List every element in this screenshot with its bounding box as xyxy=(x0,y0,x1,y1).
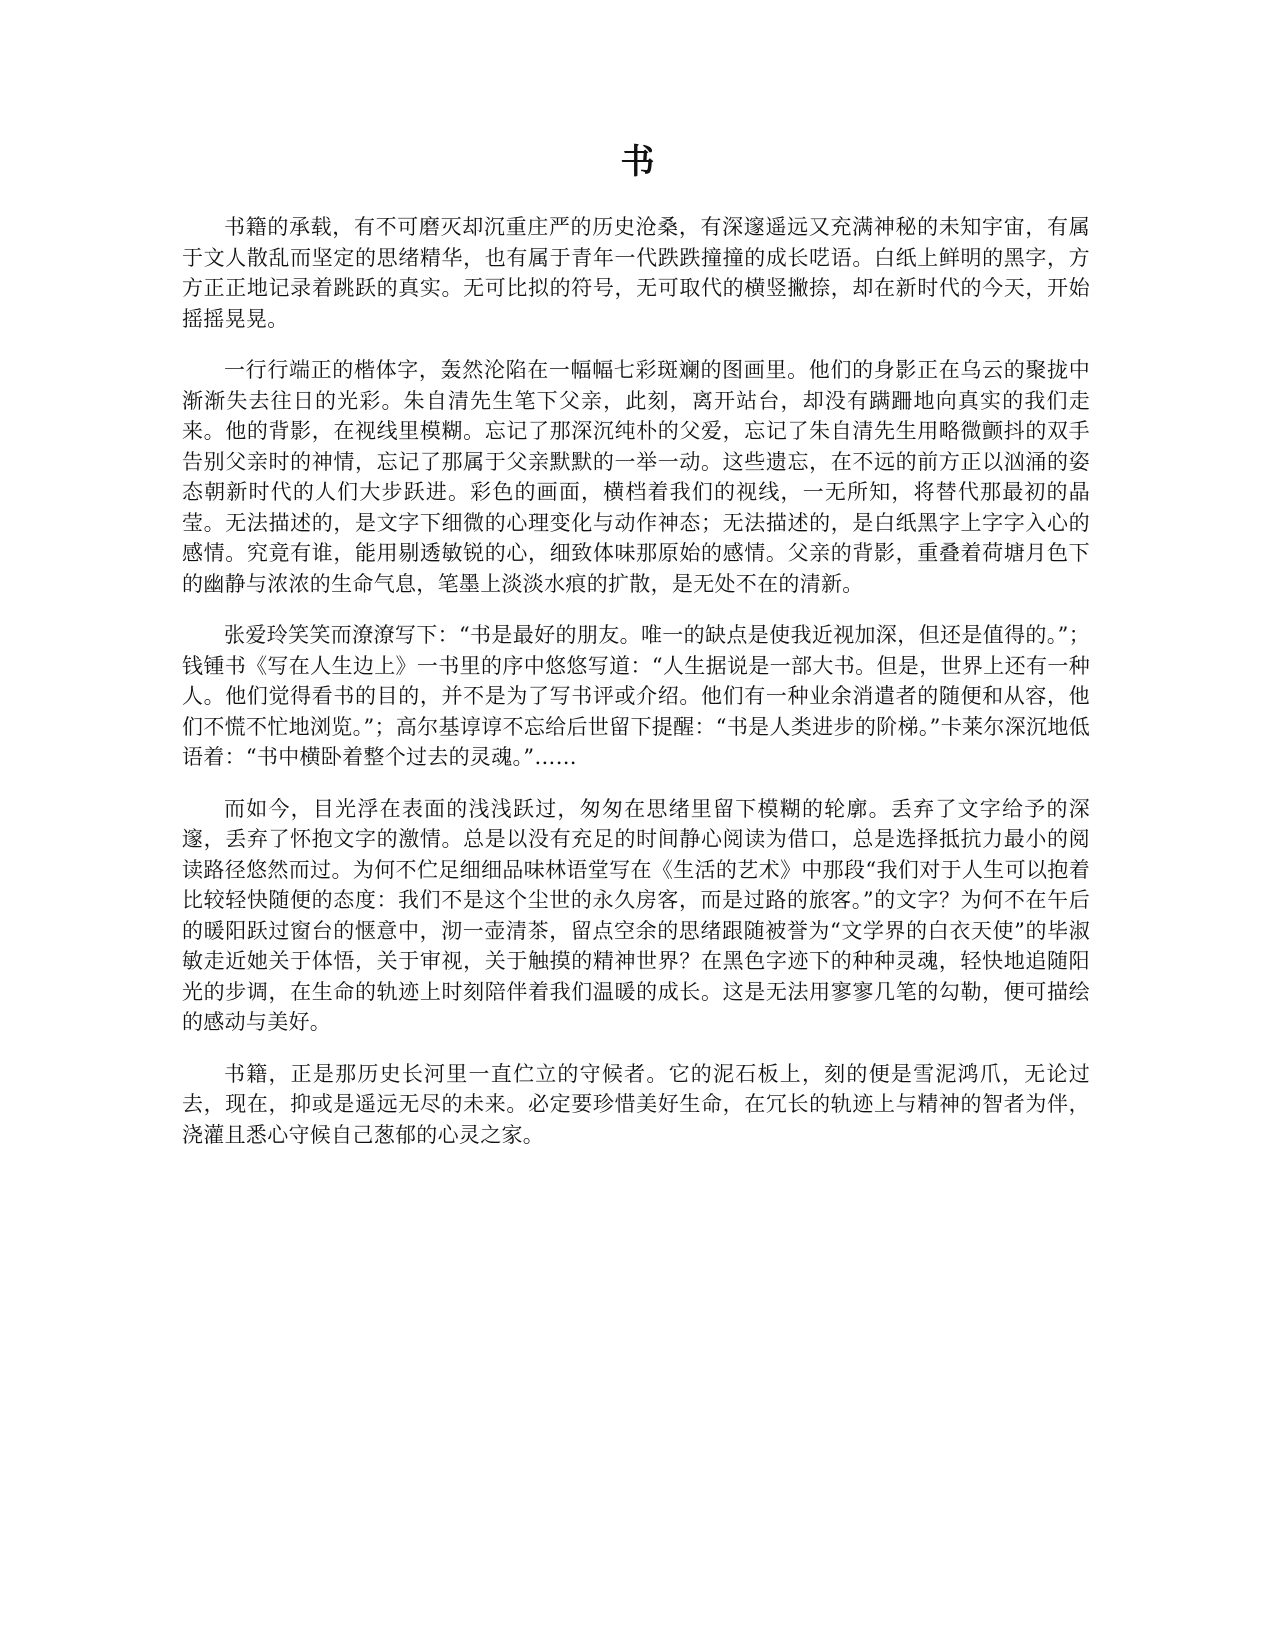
essay-body xyxy=(182,212,1090,1171)
paragraph-5: 书籍，正是那历史长河里一直伫立的守候者。它的泥石板上，刻的便是雪泥鸿爪，无论过去，现在，抑或是遥远无尽的未来。必定要珍惜美好生命，在冗长的轨迹上与精神的智者为伴，浇灌且悉心守候自己葱郁的心灵之家。 xyxy=(182,1061,1090,1147)
paragraph-3: 张爱玲笑笑而潦潦写下：“书是最好的朋友。唯一的缺点是使我近视加深，但还是值得的。”；钱锺书《写在人生边上》一书里的序中悠悠写道：“人生据说是一部大书。但是，世界上还有一种人。他们觉得看书的目的，并不是为了写书评或介绍。他们有一种业余消遣者的随便和从容，他们不慌不忙地浏览。”；高尔基谆谆不忘给后世留下提醒：“书是人类进步的阶梯。”卡莱尔深沉地低语着：“书中横卧着整个过去的灵魂。”…… xyxy=(182,623,1090,769)
page-title: 书 xyxy=(620,142,655,182)
paragraph-1: 书籍的承载，有不可磨灭却沉重庄严的历史沧桑，有深邃遥远又充满神秘的未知宇宙，有属于文人散乱而坚定的思绪精华，也有属于青年一代跌跌撞撞的成长呓语。白纸上鲜明的黑字，方方正正地记录着跳跃的真实。无可比拟的符号，无可取代的横竖撇捺，却在新时代的今天，开始摇摇晃晃。 xyxy=(182,215,1090,331)
paragraph-2: 一行行端正的楷体字，轰然沦陷在一幅幅七彩斑斓的图画里。他们的身影正在乌云的聚拢中渐渐失去往日的光彩。朱自清先生笔下父亲，此刻，离开站台，却没有蹒跚地向真实的我们走来。他的背影，在视线里模糊。忘记了那深沉纯朴的父爱，忘记了朱自清先生用略微颤抖的双手告别父亲时的神情，忘记了那属于父亲默默的一举一动。这些遗忘，在不远的前方正以汹涌的姿态朝新时代的人们大步跃进。彩色的画面，横档着我们的视线，一无所知，将替代那最初的晶莹。无法描述的，是文字下细微的心理变化与动作神态；无法描述的，是白纸黑字上字字入心的感情。究竟有谁，能用剔透敏锐的心，细致体味那原始的感情。父亲的背影，重叠着荷塘月色下的幽静与浓浓的生命气息，笔墨上淡淡水痕的扩散，是无处不在的清新。 xyxy=(182,358,1090,596)
paragraph-4: 而如今，目光浮在表面的浅浅跃过，匆匆在思绪里留下模糊的轮廓。丢弃了文字给予的深邃，丢弃了怀抱文字的激情。总是以没有充足的时间静心阅读为借口，总是选择抵抗力最小的阅读路径悠然而过。为何不伫足细细品味林语堂写在《生活的艺术》中那段“我们对于人生可以抱着比较轻快随便的态度：我们不是这个尘世的永久房客，而是过路的旅客。”的文字？为何不在午后的暖阳跃过窗台的惬意中，沏一壶清茶，留点空余的思绪跟随被誉为“文学界的白衣天使”的毕淑敏走近她关于体悟，关于审视，关于触摸的精神世界？在黑色字迹下的种种灵魂，轻快地追随阳光的步调，在生命的轨迹上时刻陪伴着我们温暖的成长。这是无法用寥寥几笔的勾勒，便可描绘的感动与美好。 xyxy=(182,796,1090,1034)
